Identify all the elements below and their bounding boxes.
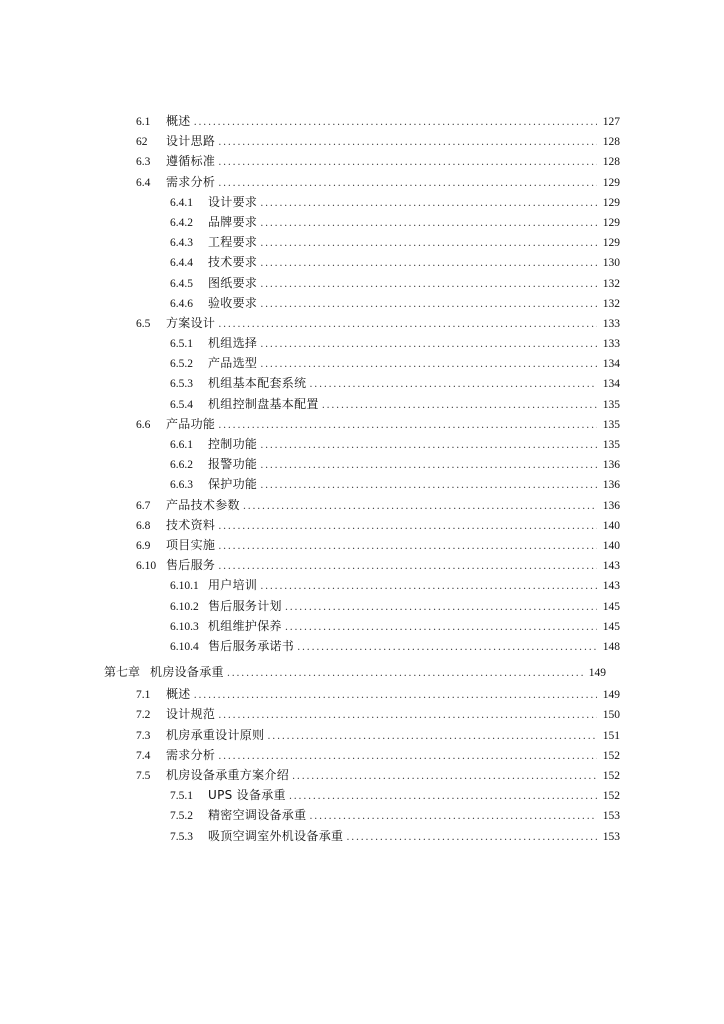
- toc-entry[interactable]: [170, 805, 620, 825]
- toc-entry[interactable]: [170, 394, 620, 414]
- dot-leader: [289, 787, 597, 807]
- toc-entry-number: 第七章: [104, 665, 141, 680]
- toc-entry-page-number: 149: [602, 689, 620, 702]
- dot-leader: [297, 638, 597, 658]
- dot-leader: [292, 767, 597, 787]
- toc-entry-title: 产品选型: [208, 356, 258, 371]
- toc-entry-title: 控制功能: [208, 437, 258, 451]
- toc-entry[interactable]: [170, 474, 620, 494]
- toc-entry-page-number: 136: [602, 479, 620, 492]
- toc-entry-number: 7.3: [136, 729, 151, 742]
- toc-entry-page-number: 145: [602, 620, 620, 633]
- toc-entry-title: 精密空调设备承重: [208, 808, 307, 823]
- toc-entry-number: 6.4.6: [170, 297, 193, 310]
- toc-entry[interactable]: [170, 616, 620, 636]
- toc-entry-number: 6.4.1: [170, 196, 193, 209]
- dot-leader: [322, 396, 597, 416]
- toc-entry-title: 概述: [166, 114, 191, 128]
- toc-entry-title: 产品功能: [166, 416, 216, 431]
- toc-entry-title: 技术要求: [208, 255, 258, 270]
- toc-entry-page-number: 149: [588, 667, 606, 680]
- dot-leader: [218, 133, 597, 153]
- dot-leader: [218, 706, 597, 726]
- toc-entry-page-number: 132: [602, 277, 620, 290]
- toc-entry[interactable]: [170, 273, 620, 293]
- toc-entry-title: 吸顶空调室外机设备承重: [208, 828, 344, 843]
- toc-chapter-entry[interactable]: [104, 662, 606, 682]
- toc-entry-number: 6.5.2: [170, 358, 193, 371]
- toc-entry-page-number: 143: [602, 580, 620, 593]
- toc-entry-title: 用户培训: [208, 578, 258, 593]
- toc-entry-number: 6.10: [136, 560, 157, 573]
- toc-entry-page-number: 129: [602, 237, 620, 250]
- toc-entry-number: 7.5.3: [170, 830, 193, 843]
- toc-entry-page-number: 132: [602, 297, 620, 310]
- toc-entry-title: 项目实施: [166, 537, 216, 552]
- toc-entry-number: 6.4.3: [170, 237, 193, 250]
- toc-entry[interactable]: [170, 353, 620, 373]
- dot-leader: [194, 113, 597, 133]
- toc-entry[interactable]: [136, 111, 620, 131]
- toc-entry-page-number: 135: [602, 439, 620, 451]
- toc-entry-number: 6.5.4: [170, 398, 193, 411]
- toc-entry[interactable]: [170, 232, 620, 252]
- toc-entry[interactable]: [136, 313, 620, 333]
- dot-leader: [260, 214, 597, 234]
- dot-leader: [260, 355, 597, 375]
- toc-entry-title: 机房设备承重: [150, 665, 224, 680]
- toc-entry-number: 6.10.1: [170, 580, 199, 593]
- toc-entry-page-number: 153: [602, 830, 620, 843]
- toc-entry-title: 需求分析: [166, 174, 216, 189]
- dot-leader: [260, 577, 597, 597]
- toc-entry-title: 机组维护保养: [208, 618, 282, 633]
- toc-entry[interactable]: [170, 293, 620, 313]
- toc-entry-title: 售后服务: [166, 558, 216, 573]
- dot-leader: [227, 664, 583, 684]
- toc-entry-page-number: 134: [602, 358, 620, 371]
- toc-entry[interactable]: [170, 434, 620, 454]
- toc-entry-page-number: 133: [602, 317, 620, 330]
- dot-leader: [218, 747, 597, 767]
- toc-entry-title: 设计思路: [166, 134, 216, 149]
- table-of-contents: [0, 111, 724, 846]
- dot-leader: [218, 416, 597, 436]
- toc-entry-page-number: 135: [602, 398, 620, 411]
- toc-entry-page-number: 134: [602, 378, 620, 391]
- toc-entry-number: 6.6.3: [170, 479, 193, 492]
- toc-entry-number: 7.2: [136, 709, 151, 722]
- toc-entry[interactable]: [170, 596, 620, 616]
- toc-entry-number: 7.1: [136, 689, 151, 702]
- toc-entry[interactable]: [170, 575, 620, 595]
- toc-entry-page-number: 152: [602, 749, 620, 762]
- toc-entry-title: 机组选择: [208, 336, 258, 351]
- dot-leader: [285, 618, 597, 638]
- toc-entry-number: 7.4: [136, 749, 151, 762]
- toc-entry-title: 保护功能: [208, 477, 258, 492]
- toc-entry-page-number: 152: [602, 770, 620, 782]
- toc-entry-number: 6.4.2: [170, 216, 193, 229]
- toc-entry-page-number: 128: [602, 156, 620, 169]
- toc-entry-page-number: 136: [602, 459, 620, 472]
- toc-entry-title: 售后服务承诺书: [208, 638, 295, 653]
- toc-entry-number: 6.1: [136, 116, 151, 128]
- toc-entry-title: 机房设备承重方案介绍: [166, 768, 290, 782]
- toc-entry-title: 机组基本配套系统: [208, 376, 307, 391]
- toc-entry[interactable]: [170, 252, 620, 272]
- toc-entry-number: 6.10.2: [170, 600, 199, 613]
- toc-entry[interactable]: [170, 826, 620, 846]
- toc-entry-number: 6.6.1: [170, 439, 193, 451]
- toc-entry[interactable]: [136, 555, 620, 575]
- toc-entry-title: 需求分析: [166, 747, 216, 762]
- toc-entry-title: 售后服务计划: [208, 598, 282, 613]
- toc-entry[interactable]: [136, 535, 620, 555]
- toc-entry-page-number: 152: [602, 790, 620, 803]
- dot-leader: [218, 557, 597, 577]
- toc-entry-number: 62: [136, 136, 148, 149]
- dot-leader: [267, 727, 597, 747]
- dot-leader: [260, 234, 597, 254]
- toc-entry-title: 机组控制盘基本配置: [208, 396, 319, 411]
- toc-entry-page-number: 136: [602, 499, 620, 512]
- toc-entry[interactable]: [136, 725, 620, 745]
- toc-entry-page-number: 127: [602, 116, 620, 128]
- toc-entry-title: 验收要求: [208, 295, 258, 310]
- toc-entry[interactable]: [136, 495, 620, 515]
- toc-entry-number: 6.5.1: [170, 338, 193, 351]
- dot-leader: [285, 598, 597, 618]
- toc-entry-title: 图纸要求: [208, 275, 258, 290]
- toc-entry-title: 报警功能: [208, 457, 258, 472]
- toc-entry-number: 6.4.4: [170, 257, 193, 270]
- toc-entry[interactable]: [136, 745, 620, 765]
- toc-entry[interactable]: [136, 172, 620, 192]
- toc-entry-page-number: 153: [602, 810, 620, 823]
- toc-entry-number: 7.5.2: [170, 810, 193, 823]
- toc-entry-title: UPS 设备承重: [208, 788, 286, 803]
- dot-leader: [260, 275, 597, 295]
- toc-entry-title: 机房承重设计原则: [166, 727, 265, 742]
- toc-entry[interactable]: [170, 373, 620, 393]
- toc-entry-number: 6.5.3: [170, 378, 193, 391]
- toc-entry[interactable]: [136, 414, 620, 434]
- toc-entry[interactable]: [170, 212, 620, 232]
- dot-leader: [260, 436, 597, 456]
- toc-entry-number: 6.6.2: [170, 459, 193, 472]
- toc-entry-number: 6.8: [136, 519, 151, 532]
- dot-leader: [260, 476, 597, 496]
- toc-entry[interactable]: [170, 333, 620, 353]
- toc-entry-number: 6.10.4: [170, 640, 199, 653]
- toc-entry-title: 设计规范: [166, 707, 216, 722]
- toc-entry[interactable]: [136, 684, 620, 704]
- toc-entry-number: 7.5: [136, 770, 151, 782]
- toc-entry[interactable]: [170, 192, 620, 212]
- toc-entry-page-number: 140: [602, 519, 620, 532]
- toc-entry-page-number: 151: [602, 729, 620, 742]
- toc-entry-number: 6.7: [136, 499, 151, 512]
- dot-leader: [260, 456, 597, 476]
- dot-leader: [260, 295, 597, 315]
- dot-leader: [194, 686, 597, 706]
- dot-leader: [260, 194, 597, 214]
- toc-entry-page-number: 145: [602, 600, 620, 613]
- toc-entry[interactable]: [136, 765, 620, 785]
- dot-leader: [218, 315, 597, 335]
- toc-entry-page-number: 140: [602, 539, 620, 552]
- toc-entry[interactable]: [136, 515, 620, 535]
- toc-entry[interactable]: [136, 151, 620, 171]
- toc-entry-title: 方案设计: [166, 315, 216, 330]
- dot-leader: [309, 375, 597, 395]
- toc-entry-page-number: 148: [602, 640, 620, 653]
- toc-entry-number: 6.6: [136, 418, 151, 431]
- toc-entry-page-number: 143: [602, 560, 620, 573]
- toc-entry-number: 6.4: [136, 176, 151, 189]
- toc-entry-page-number: 129: [602, 196, 620, 209]
- toc-entry-number: 6.3: [136, 156, 151, 169]
- toc-entry[interactable]: [170, 785, 620, 805]
- dot-leader: [243, 497, 597, 517]
- toc-entry-number: 6.9: [136, 539, 151, 552]
- toc-entry-number: 6.5: [136, 317, 151, 330]
- toc-entry-page-number: 129: [602, 216, 620, 229]
- toc-entry[interactable]: [170, 636, 620, 656]
- dot-leader: [346, 828, 597, 848]
- dot-leader: [218, 174, 597, 194]
- toc-entry-number: 6.4.5: [170, 277, 193, 290]
- toc-entry-title: 设计要求: [208, 194, 258, 209]
- dot-leader: [218, 517, 597, 537]
- toc-entry-title: 遵循标准: [166, 154, 216, 169]
- dot-leader: [218, 153, 597, 173]
- toc-entry-title: 产品技术参数: [166, 497, 240, 512]
- toc-entry-page-number: 135: [602, 418, 620, 431]
- toc-entry[interactable]: [170, 454, 620, 474]
- toc-entry-number: 7.5.1: [170, 790, 193, 803]
- toc-entry-page-number: 128: [602, 136, 620, 149]
- toc-entry-title: 概述: [166, 687, 191, 702]
- dot-leader: [260, 254, 597, 274]
- toc-entry[interactable]: [136, 704, 620, 724]
- toc-entry-page-number: 150: [602, 709, 620, 722]
- toc-entry-title: 技术资料: [166, 517, 216, 532]
- toc-entry-number: 6.10.3: [170, 620, 199, 633]
- dot-leader: [218, 537, 597, 557]
- dot-leader: [260, 335, 597, 355]
- toc-entry-page-number: 130: [602, 257, 620, 270]
- dot-leader: [309, 807, 597, 827]
- toc-entry-page-number: 129: [602, 176, 620, 189]
- toc-entry[interactable]: [136, 131, 620, 151]
- toc-entry-page-number: 133: [602, 338, 620, 351]
- toc-entry-title: 品牌要求: [208, 214, 258, 229]
- toc-entry-title: 工程要求: [208, 235, 258, 250]
